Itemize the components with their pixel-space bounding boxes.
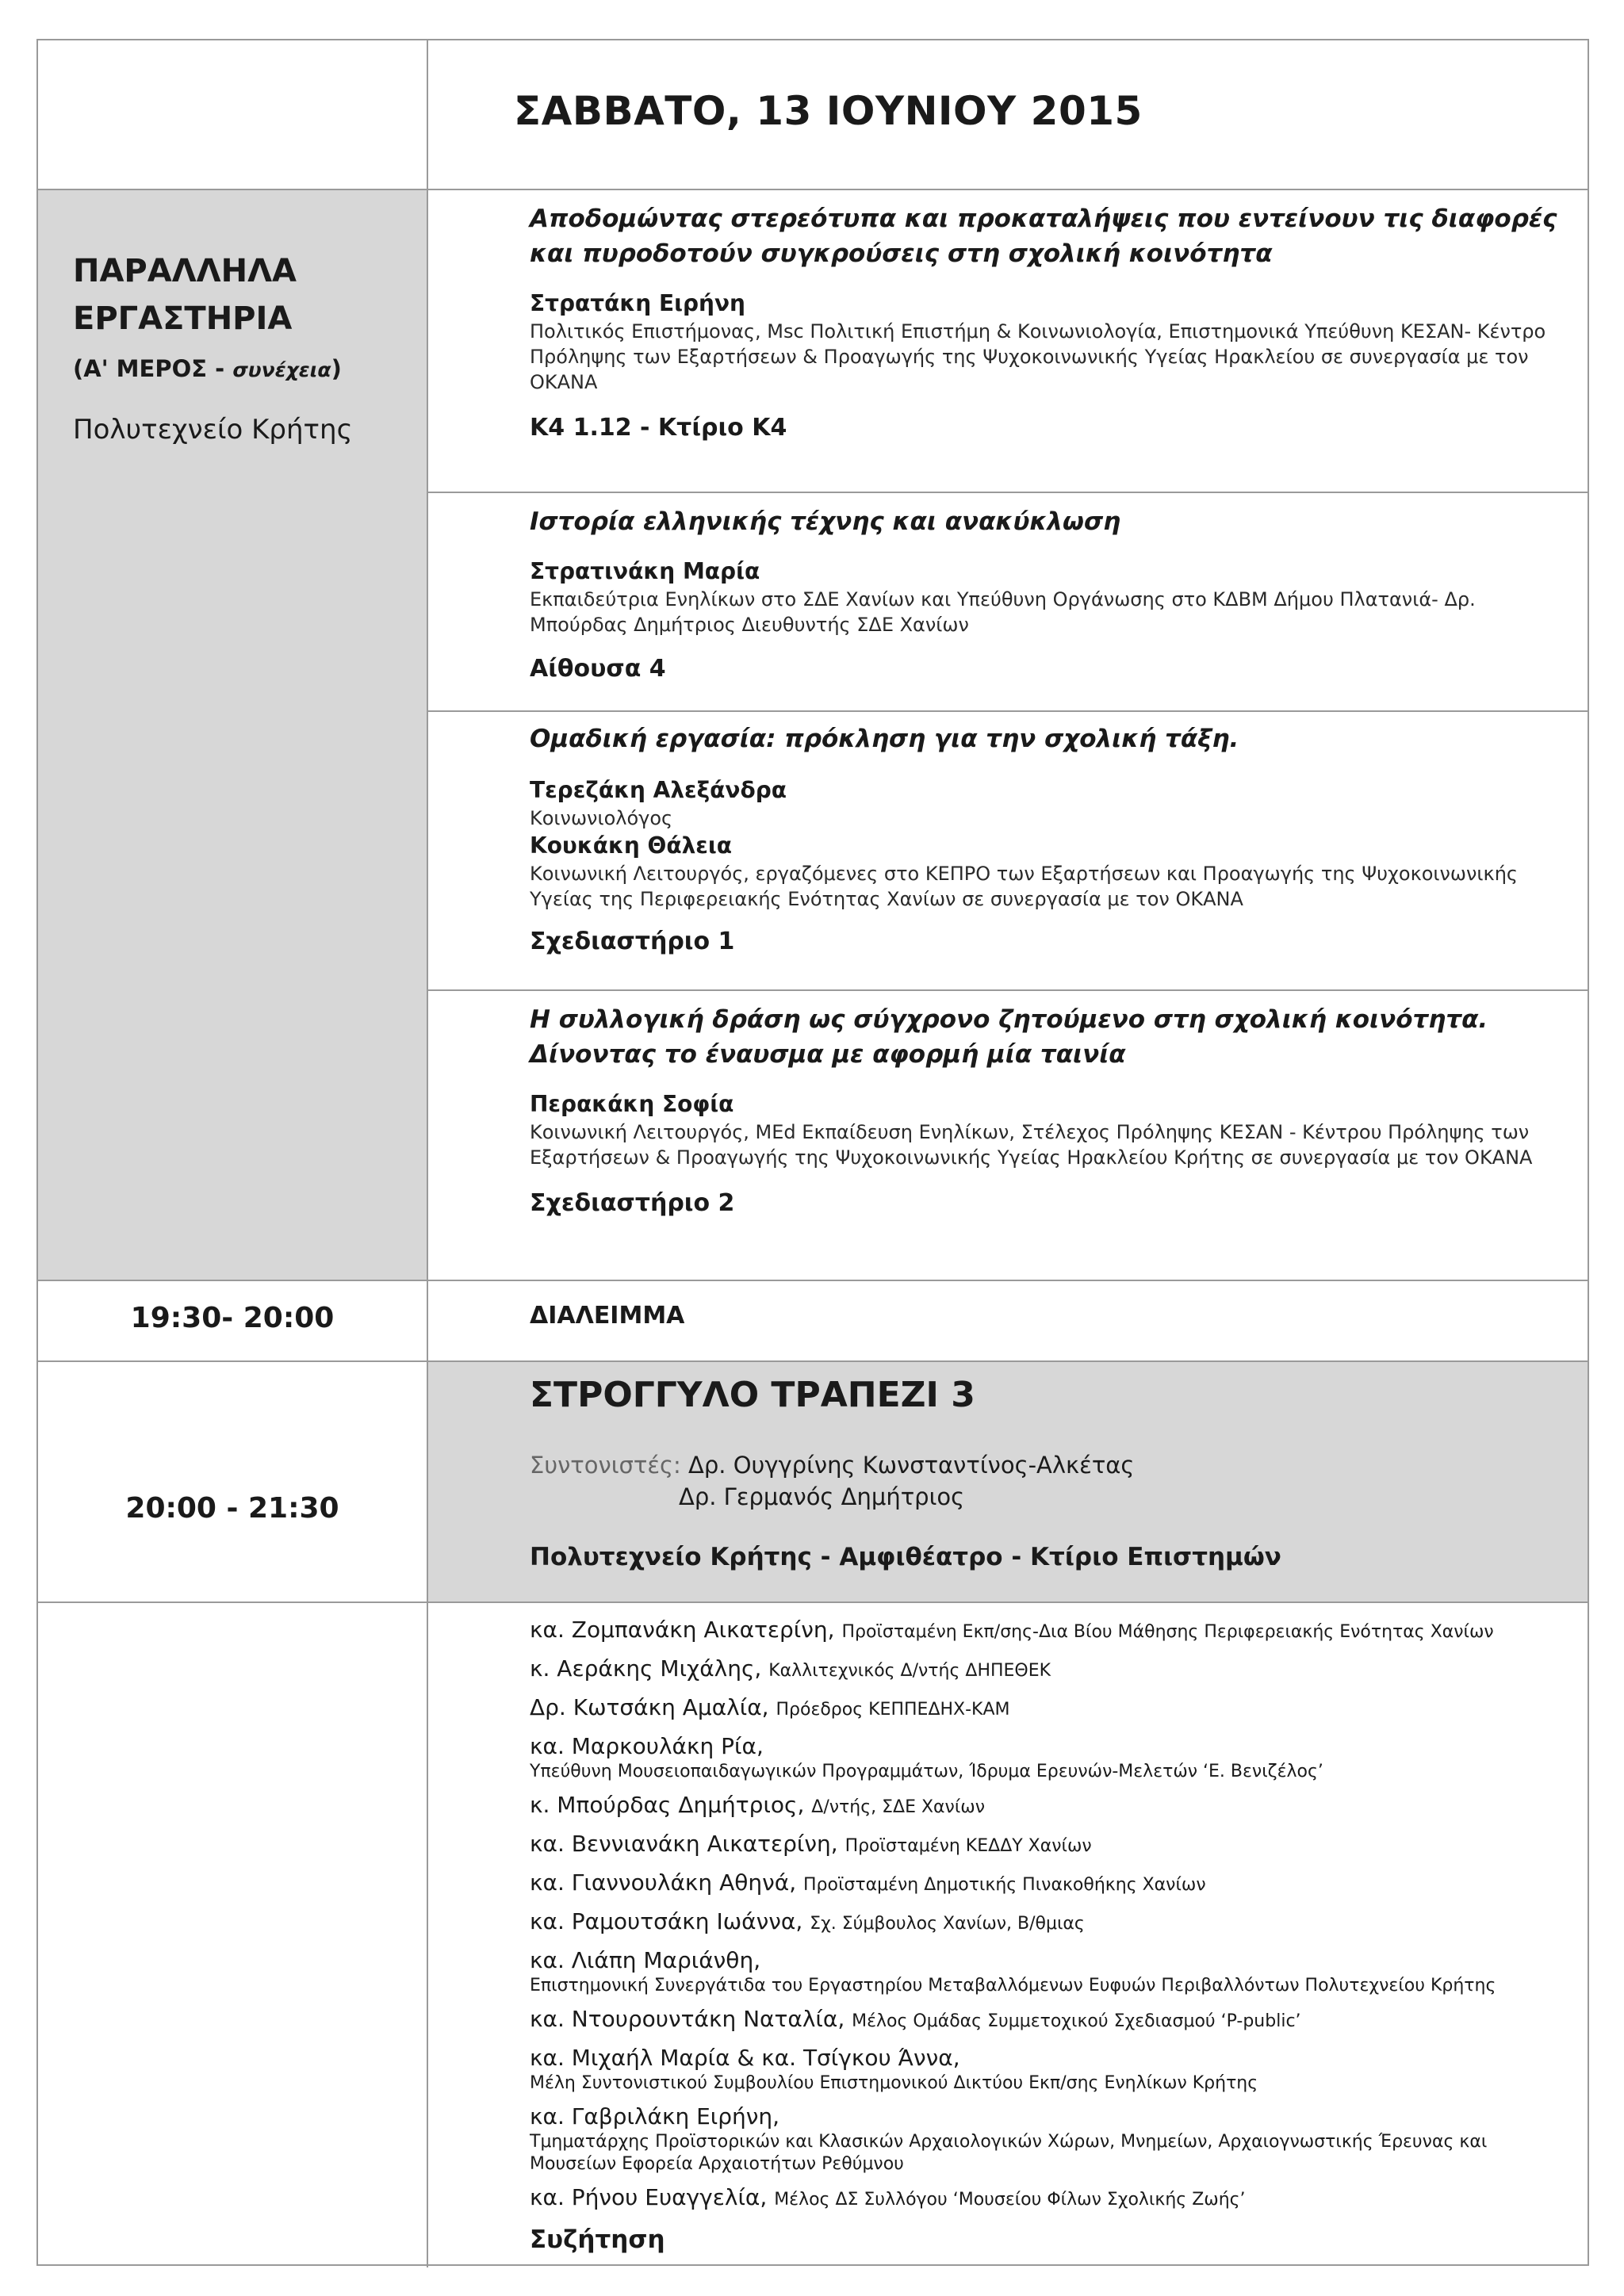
- roundtable-title: ΣΤΡΟΓΓΥΛΟ ΤΡΑΠΕΖΙ 3: [530, 1375, 975, 1415]
- workshops-row: [38, 189, 1588, 1280]
- coordinator-1: Δρ. Ουγγρίνης Κωνσταντίνος-Αλκέτας: [688, 1452, 1135, 1479]
- roundtable-time-cell: [38, 1362, 428, 1601]
- speaker-desc: Πολιτικός Επιστήμονας, Msc Πολιτική Επιστήμη & Κοινωνιολογία, Επιστημονικά Υπεύθυνη ΚΕΣΑΝ- Κέντρο Πρόληψης των Εξαρτήσεων & Προαγωγής της Ψυχοκοινωνικής Υγείας Ηρακλείου σε συνεργασία με τον ΟΚΑΝΑ: [530, 320, 1546, 393]
- workshops-label-cell: [38, 190, 428, 1280]
- speaker-item: κα. Ραμουτσάκη Ιωάννα, Σχ. Σύμβουλος Χανίων, Β/θμιας: [530, 1908, 1085, 1934]
- speaker-item: κα. Γιαννουλάκη Αθηνά, Προϊσταμένη Δημοτικής Πινακοθήκης Χανίων: [530, 1869, 1206, 1896]
- session-title: Ομαδική εργασία: πρόκληση για την σχολική τάξη.: [530, 725, 1239, 753]
- speaker-name: Στρατινάκη Μαρία: [530, 558, 760, 584]
- workshops-sessions-cell: [428, 190, 1588, 1280]
- speaker-item: Δρ. Κωτσάκη Αμαλία, Πρόεδρος ΚΕΠΠΕΔΗΧ-ΚΑΜ: [530, 1694, 1010, 1720]
- session-3: [428, 710, 1588, 989]
- roundtable-info-cell: [428, 1362, 1588, 1601]
- header-row: [38, 40, 1588, 189]
- speaker-name: Κουκάκη Θάλεια: [530, 832, 733, 859]
- session-4: [428, 989, 1588, 1281]
- speaker-name: Περακάκη Σοφία: [530, 1091, 734, 1117]
- workshops-part: (Α' ΜΕΡΟΣ - συνέχεια): [73, 355, 342, 382]
- session-room: Σχεδιαστήριο 2: [530, 1189, 735, 1217]
- speaker-item: κα. Βεννιανάκη Αικατερίνη, Προϊσταμένη ΚΕΔΔΥ Χανίων: [530, 1831, 1092, 1857]
- speaker-item: κα. Λιάπη Μαριάνθη, Επιστημονική Συνεργάτιδα του Εργαστηρίου Μεταβαλλόμενων Ευφυών Περιβαλλόντων Πολυτεχνείου Κρήτης: [530, 1947, 1496, 1996]
- speaker-item: κα. Ζομπανάκη Αικατερίνη, Προϊσταμένη Εκπ/σης-Δια Βίου Μάθησης Περιφερειακής Ενότητας Χανίων: [530, 1617, 1494, 1643]
- speaker-name: Τερεζάκη Αλεξάνδρα: [530, 777, 787, 803]
- coordinators-label: Συντονιστές:: [530, 1452, 681, 1479]
- speaker-list: [530, 1616, 1576, 2254]
- speaker-desc: Κοινωνική Λειτουργός, MEd Εκπαίδευση Ενηλίκων, Στέλεχος Πρόληψης ΚΕΣΑΝ - Κέντρου Πρόληψης των Εξαρτήσεων & Προαγωγής της Ψυχοκοινωνικής Υγείας Ηρακλείου Κρήτης σε συνεργασία με τον ΟΚΑΝΑ: [530, 1121, 1533, 1169]
- speaker-item: κα. Γαβριλάκη Ειρήνη, Τμηματάρχης Προϊστορικών και Κλασικών Αρχαιολογικών Χώρων, Μνημείων, Αρχαιογνωστικής Έρευνας και Μουσείων Εφορεία Αρχαιοτήτων Ρεθύμνου: [530, 2103, 1488, 2174]
- speaker-desc: Κοινωνική Λειτουργός, εργαζόμενες στο ΚΕΠΡΟ των Εξαρτήσεων και Προαγωγής της Ψυχοκοινωνικής Υγείας της Περιφερειακής Ενότητας Χανίων σε συνεργασία με τον ΟΚΑΝΑ: [530, 863, 1518, 910]
- break-label-cell: [428, 1281, 1588, 1360]
- session-title: Ιστορία ελληνικής τέχνης και ανακύκλωση: [530, 507, 1121, 536]
- speaker-item: κ. Μπούρδας Δημήτριος, Δ/ντής, ΣΔΕ Χανίων: [530, 1792, 985, 1818]
- discussion-label: Συζήτηση: [530, 2225, 665, 2254]
- session-room: Σχεδιαστήριο 1: [530, 928, 735, 955]
- break-time: 19:30- 20:00: [130, 1302, 335, 1334]
- session-2: [428, 492, 1588, 710]
- header-right-cell: [428, 40, 1588, 189]
- coordinator-2: Δρ. Γερμανός Δημήτριος: [679, 1483, 965, 1510]
- speaker-desc: Κοινωνιολόγος: [530, 807, 673, 829]
- roundtable-coordinators: [530, 1449, 1134, 1513]
- session-title: Αποδομώντας στερεότυπα και προκαταλήψεις που εντείνουν τις διαφορές και πυροδοτούν συγκρούσεις στη σχολική κοινότητα: [530, 205, 1557, 268]
- speaker-desc: Εκπαιδεύτρια Ενηλίκων στο ΣΔΕ Χανίων και Υπεύθυνη Οργάνωσης στο ΚΔΒΜ Δήμου Πλατανιά- Δρ. Μπούρδας Δημήτριος Διευθυντής ΣΔΕ Χανίων: [530, 588, 1476, 636]
- speaker-name: Στρατάκη Ειρήνη: [530, 290, 745, 316]
- break-row: [38, 1280, 1588, 1360]
- workshops-title: ΠΑΡΑΛΛΗΛΑ ΕΡΓΑΣΤΗΡΙΑ: [73, 253, 297, 337]
- speakers-cell: [428, 1603, 1588, 2267]
- speaker-item: κα. Ντουρουντάκη Ναταλία, Μέλος Ομάδας Συμμετοχικού Σχεδιασμού ‘P-public’: [530, 2006, 1301, 2032]
- speaker-item: κα. Ρήνου Ευαγγελία, Μέλος ΔΣ Συλλόγου ‘Μουσείου Φίλων Σχολικής Ζωής’: [530, 2184, 1246, 2210]
- workshops-place: Πολυτεχνείο Κρήτης: [73, 414, 353, 446]
- break-label: ΔΙΑΛΕΙΜΜΑ: [530, 1302, 685, 1330]
- header-left-cell: [38, 40, 428, 189]
- program-table: [36, 39, 1589, 2266]
- speaker-item: κ. Αεράκης Μιχάλης, Καλλιτεχνικός Δ/ντής ΔΗΠΕΘΕΚ: [530, 1655, 1051, 1682]
- break-time-cell: [38, 1281, 428, 1360]
- roundtable-time: 20:00 - 21:30: [125, 1492, 339, 1525]
- session-1: [428, 190, 1588, 492]
- speakers-left-cell: [38, 1603, 428, 2267]
- day-title: ΣΑΒΒΑΤΟ, 13 ΙΟΥΝΙΟΥ 2015: [514, 88, 1143, 134]
- session-title: Η συλλογική δράση ως σύγχρονο ζητούμενο στη σχολική κοινότητα. Δίνοντας το έναυσμα με αφορμή μία ταινία: [530, 1005, 1488, 1069]
- session-room: Αίθουσα 4: [530, 655, 666, 683]
- roundtable-row: [38, 1360, 1588, 1601]
- session-room: Κ4 1.12 - Κτίριο Κ4: [530, 414, 787, 442]
- speakers-row: [38, 1601, 1588, 2267]
- speaker-item: κα. Μαρκουλάκη Ρία, Υπεύθυνη Μουσειοπαιδαγωγικών Προγραμμάτων, Ίδρυμα Ερευνών-Μελετών ‘Ε. Βενιζέλος’: [530, 1733, 1323, 1781]
- roundtable-venue: Πολυτεχνείο Κρήτης - Αμφιθέατρο - Κτίριο Επιστημών: [530, 1543, 1281, 1571]
- speaker-item: κα. Μιχαήλ Μαρία & κα. Τσίγκου Άννα, Μέλη Συντονιστικού Συμβουλίου Επιστημονικού Δικτύου Εκπ/σης Ενηλίκων Κρήτης: [530, 2045, 1258, 2093]
